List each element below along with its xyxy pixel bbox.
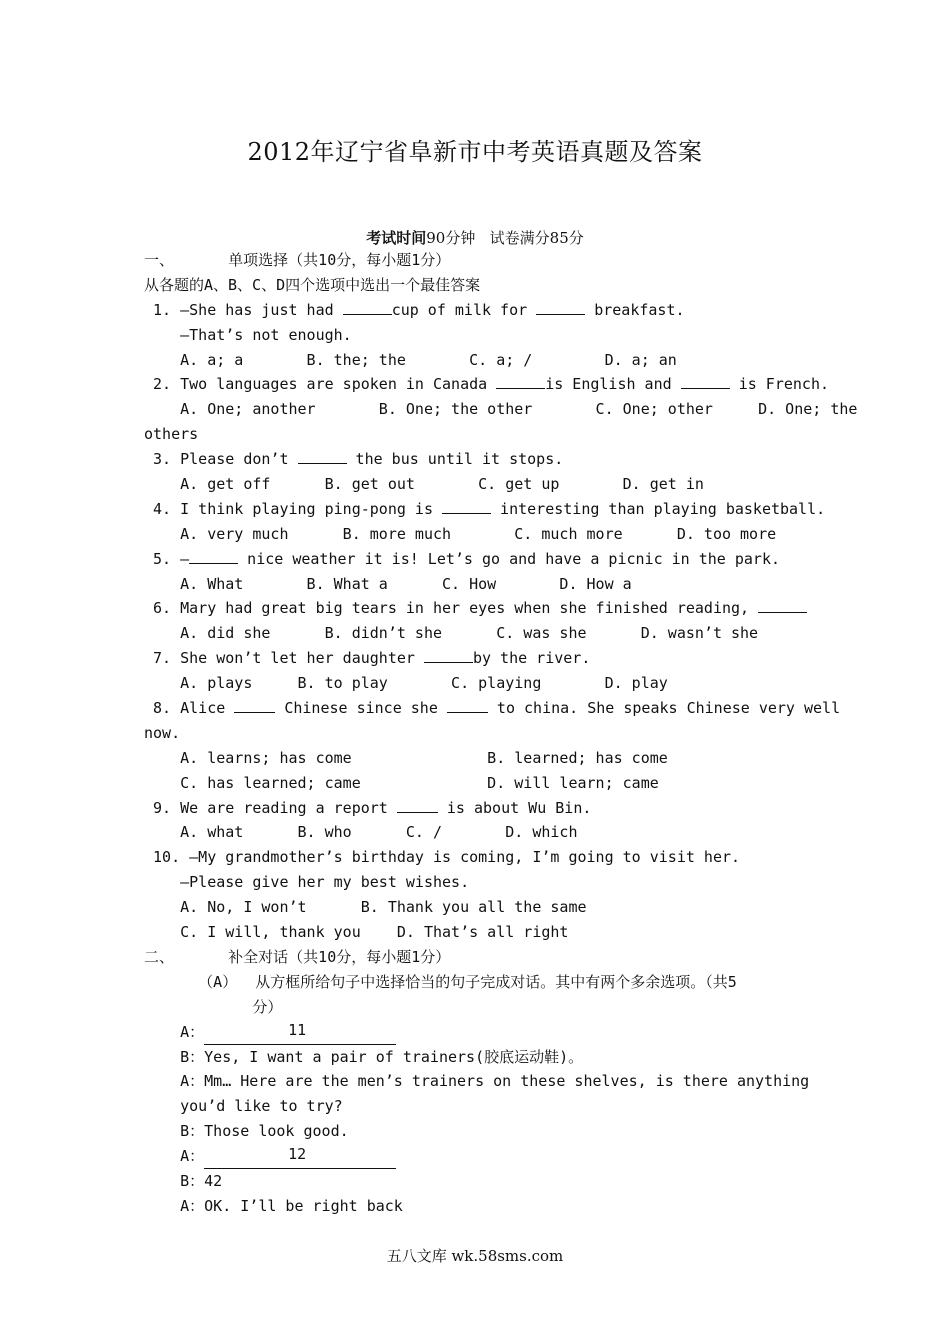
blank — [496, 373, 545, 389]
question-text: the bus until it stops. — [346, 450, 564, 469]
exam-score: 试卷满分85分 — [489, 229, 584, 247]
speaker-label: A： — [144, 1196, 205, 1215]
question-text: is English and — [545, 375, 681, 394]
dialogue-a — [144, 1194, 809, 1219]
blank-number: 12 — [288, 1145, 307, 1164]
exam-time-value: 90分钟 — [426, 229, 476, 247]
dialogue-a: A：Mm… Here are the men’s trainers on these shelves, is there anything — [144, 1072, 810, 1091]
blank — [442, 498, 491, 514]
options-line: A. a; a B. the; the C. a; / D. a; an — [144, 350, 677, 369]
dialogue-b — [144, 1045, 809, 1070]
exam-time-label: 考试时间 — [366, 229, 427, 247]
question-text: breakfast. — [585, 300, 685, 319]
options-line: A. No, I won’t B. Thank you all the same — [144, 898, 587, 917]
speaker-label: B： — [144, 1122, 205, 1141]
question-text: 4. I think playing ping-pong is — [144, 499, 443, 518]
question-text: 6. Mary had great big tears in her eyes when she finished reading, — [144, 599, 759, 618]
question-text: Chinese since she — [275, 699, 447, 718]
dialogue-b — [144, 1169, 809, 1194]
options-line: C. has learned; came D. will learn; came — [144, 773, 659, 792]
question-6 — [144, 596, 809, 621]
question-text: 2. Two languages are spoken in Canada — [144, 375, 497, 394]
question-text: is French. — [729, 375, 830, 394]
dialogue-text: Yes, I want a pair of trainers(胶底运动鞋)。 — [204, 1047, 584, 1066]
question-8 — [144, 696, 841, 721]
blank — [681, 373, 730, 389]
question-9 — [144, 796, 809, 821]
blank — [343, 299, 392, 315]
options-line: A. plays B. to play C. playing D. play — [144, 674, 668, 693]
question-3 — [144, 447, 809, 472]
question-text: nice weather it is! Let’s go and have a picnic in the park. — [238, 549, 781, 568]
dialogue-text: Those look good. — [204, 1122, 349, 1141]
question-text: 5. — — [144, 549, 190, 568]
question-1 — [144, 298, 809, 323]
speaker-label: B： — [144, 1171, 205, 1190]
speaker-label: B： — [144, 1047, 205, 1066]
dialogue-line: —That’s not enough. — [144, 325, 352, 344]
blank — [234, 697, 275, 713]
question-text: interesting than playing basketball. — [491, 499, 826, 518]
question-5 — [144, 547, 809, 572]
question-text: cup of milk for — [391, 300, 537, 319]
section-instruction: 从各题的A、B、C、D四个选项中选出一个最佳答案 — [144, 275, 481, 294]
options-line: A. what B. who C. / D. which — [144, 823, 578, 842]
dialogue-a-blank-11 — [144, 1020, 809, 1045]
speaker-label: A： — [144, 1147, 205, 1166]
page-title: 2012年辽宁省阜新市中考英语真题及答案 — [247, 138, 703, 166]
question-2 — [144, 372, 830, 397]
dialogue-a-blank-12 — [144, 1144, 809, 1169]
dialogue-line: —Please give her my best wishes. — [144, 873, 470, 892]
options-line: A. get off B. get out C. get up D. get in — [144, 475, 704, 494]
question-wrap: now. — [144, 723, 181, 742]
blank — [298, 448, 347, 464]
dialogue-b — [144, 1119, 809, 1144]
question-text: 7. She won’t let her daughter — [144, 649, 424, 668]
question-text: is about Wu Bin. — [437, 798, 592, 817]
options-line: A. very much B. more much C. much more D. too more — [144, 524, 777, 543]
question-text: 1. —She has just had — [144, 300, 343, 319]
exam-meta — [0, 227, 950, 248]
answer-blank — [204, 1145, 396, 1169]
answer-blank — [204, 1020, 396, 1045]
exam-body — [144, 248, 858, 1219]
blank — [424, 647, 473, 663]
sub-section-a: （A） 从方框所给句子中选择恰当的句子完成对话。其中有两个多余选项。（共5 — [144, 972, 737, 991]
question-text: 3. Please don’t — [144, 450, 298, 469]
options-line: A. learns; has come B. learned; has come — [144, 748, 668, 767]
question-text: by the river. — [472, 649, 591, 668]
question-10: 10. —My grandmother’s birthday is coming, I’m going to visit her. — [144, 848, 741, 867]
options-line: A. What B. What a C. How D. How a — [144, 574, 632, 593]
blank — [189, 548, 238, 564]
blank — [758, 597, 807, 613]
question-4 — [144, 497, 826, 522]
options-line: C. I will, thank you D. That’s all right — [144, 923, 569, 942]
sub-section-a-wrap: 分） — [144, 997, 283, 1016]
options-line-wrap: others — [144, 425, 199, 444]
speaker-label: A： — [144, 1022, 205, 1041]
blank — [536, 299, 585, 315]
blank — [397, 797, 438, 813]
section-header: 一、 单项选择（共10分，每小题1分） — [144, 251, 451, 269]
question-text: 8. Alice — [144, 699, 235, 718]
dialogue-text: 42 — [204, 1171, 223, 1190]
options-line: A. did she B. didn’t she C. was she D. wasn’t she — [144, 624, 759, 643]
blank — [447, 697, 488, 713]
question-text: 9. We are reading a report — [144, 798, 397, 817]
blank-number: 11 — [288, 1020, 307, 1039]
options-line: A. One; another B. One; the other C. One; other D. One; the — [144, 400, 858, 419]
question-text: to china. She speaks Chinese very well — [487, 699, 841, 718]
dialogue-a-wrap: you’d like to try? — [144, 1097, 343, 1116]
section-header: 二、 补全对话（共10分，每小题1分） — [144, 947, 451, 966]
page-footer: 五八文库 wk.58sms.com — [386, 1247, 564, 1265]
question-7 — [144, 646, 809, 671]
dialogue-text: OK. I’ll be right back — [204, 1196, 403, 1215]
